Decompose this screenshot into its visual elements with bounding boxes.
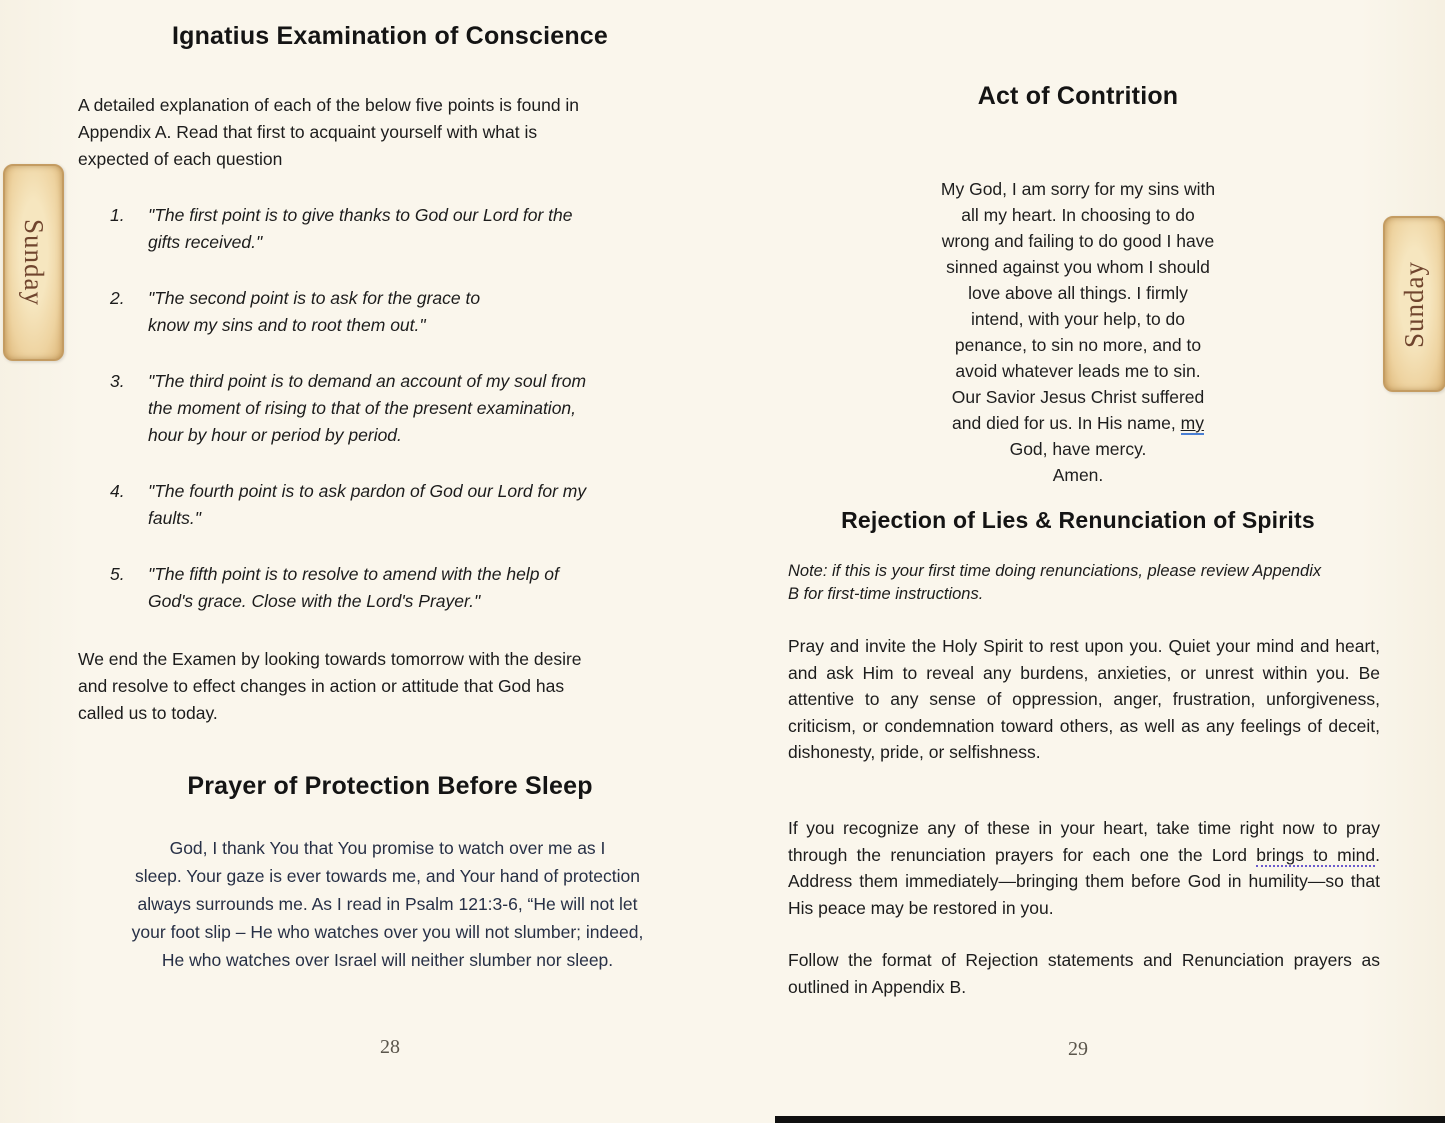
scan-edge-bar — [775, 1116, 1445, 1123]
list-item — [110, 202, 710, 256]
list-item-text: "The fifth point is to resolve to amend with the help of God's grace. Close with the Lord's Prayer." — [148, 564, 559, 611]
sunday-tab-right[interactable] — [1383, 216, 1445, 392]
sleep-prayer-title: Prayer of Protection Before Sleep — [187, 772, 593, 800]
recognize-text-post: . Address them immediately—bringing them before God in humility—so that His peace may be restored in you. — [788, 844, 1380, 918]
paragraph-recognize — [788, 815, 1380, 921]
examen-closing-paragraph: We end the Examen by looking towards tomorrow with the desire and resolve to effect changes in action or attitude that God has called us to today. — [78, 649, 582, 723]
contrition-text-post: God, have mercy. Amen. — [1009, 439, 1147, 485]
paragraph-pray-invite: Pray and invite the Holy Spirit to rest upon you. Quiet your mind and heart, and ask Him to reveal any burdens, anxieties, or unrest within you. Be attentive to any sense of oppression, anger, frustration, unforgiveness, criticism, or condemnation toward others, as well as any feelings of deceit, dishonesty, pride, or selfishness. — [788, 636, 1380, 762]
list-item — [110, 285, 710, 339]
sunday-tab-left-label: Sunday — [19, 219, 49, 306]
sunday-tab-left[interactable] — [3, 164, 64, 361]
examen-points-list — [110, 202, 710, 644]
sunday-tab-right-label: Sunday — [1399, 260, 1429, 348]
contrition-prayer-text — [788, 150, 1368, 488]
contrition-underlined-word: my — [1180, 413, 1204, 433]
rejection-title: Rejection of Lies & Renunciation of Spirits — [841, 507, 1315, 533]
list-item — [110, 478, 710, 532]
list-item-text: "The fourth point is to ask pardon of God our Lord for my faults." — [148, 481, 587, 528]
list-item — [110, 368, 710, 449]
right-page-number: 29 — [1068, 1038, 1088, 1060]
list-item-number: 3. — [110, 371, 125, 391]
intro-paragraph: A detailed explanation of each of the below five points is found in Appendix A. Read that first to acquaint yourself with what is expected of each question — [78, 95, 580, 169]
paragraph-follow-format: Follow the format of Rejection statements and Renunciation prayers as outlined in Appendix B. — [788, 950, 1380, 997]
list-item-text: "The first point is to give thanks to God our Lord for the gifts received." — [148, 205, 573, 252]
left-page-number: 28 — [380, 1036, 400, 1058]
left-page-title: Ignatius Examination of Conscience — [171, 22, 609, 50]
rejection-note: Note: if this is your first time doing renunciations, please review Appendix B for first-time instructions. — [788, 562, 1322, 603]
sleep-prayer-text: God, I thank You that You promise to watch over me as I sleep. Your gaze is ever towards me, and Your hand of protection always surrounds me. As I read in Psalm 121:3-6, “He will not let your foot slip – He who watches over you will not slumber; indeed, He who watches over Israel will neither slumber nor sleep. — [131, 838, 644, 970]
list-item — [110, 561, 710, 615]
list-item-text: "The second point is to ask for the grace to know my sins and to root them out." — [148, 288, 481, 335]
list-item-number: 4. — [110, 481, 125, 501]
recognize-text-pre: If you recognize any of these in your heart, take time right now to pray through the renunciation prayers for each one the Lord — [788, 818, 1380, 865]
list-item-number: 2. — [110, 288, 125, 308]
grammar-marked-phrase: brings to mind — [1256, 844, 1376, 865]
contrition-title: Act of Contrition — [977, 82, 1179, 110]
list-item-number: 5. — [110, 564, 125, 584]
list-item-number: 1. — [110, 205, 125, 225]
contrition-text-pre: My God, I am sorry for my sins with all my heart. In choosing to do wrong and failing to do good I have sinned against you whom I should love above all things. I firmly intend, with your help, to do penance, to sin no more, and to avoid whatever leads me to sin. Our Savior Jesus Christ suffered and died for us. In His name, — [940, 179, 1216, 433]
list-item-text: "The third point is to demand an account of my soul from the moment of rising to that of the present examination, hour by hour or period by period. — [148, 371, 587, 445]
